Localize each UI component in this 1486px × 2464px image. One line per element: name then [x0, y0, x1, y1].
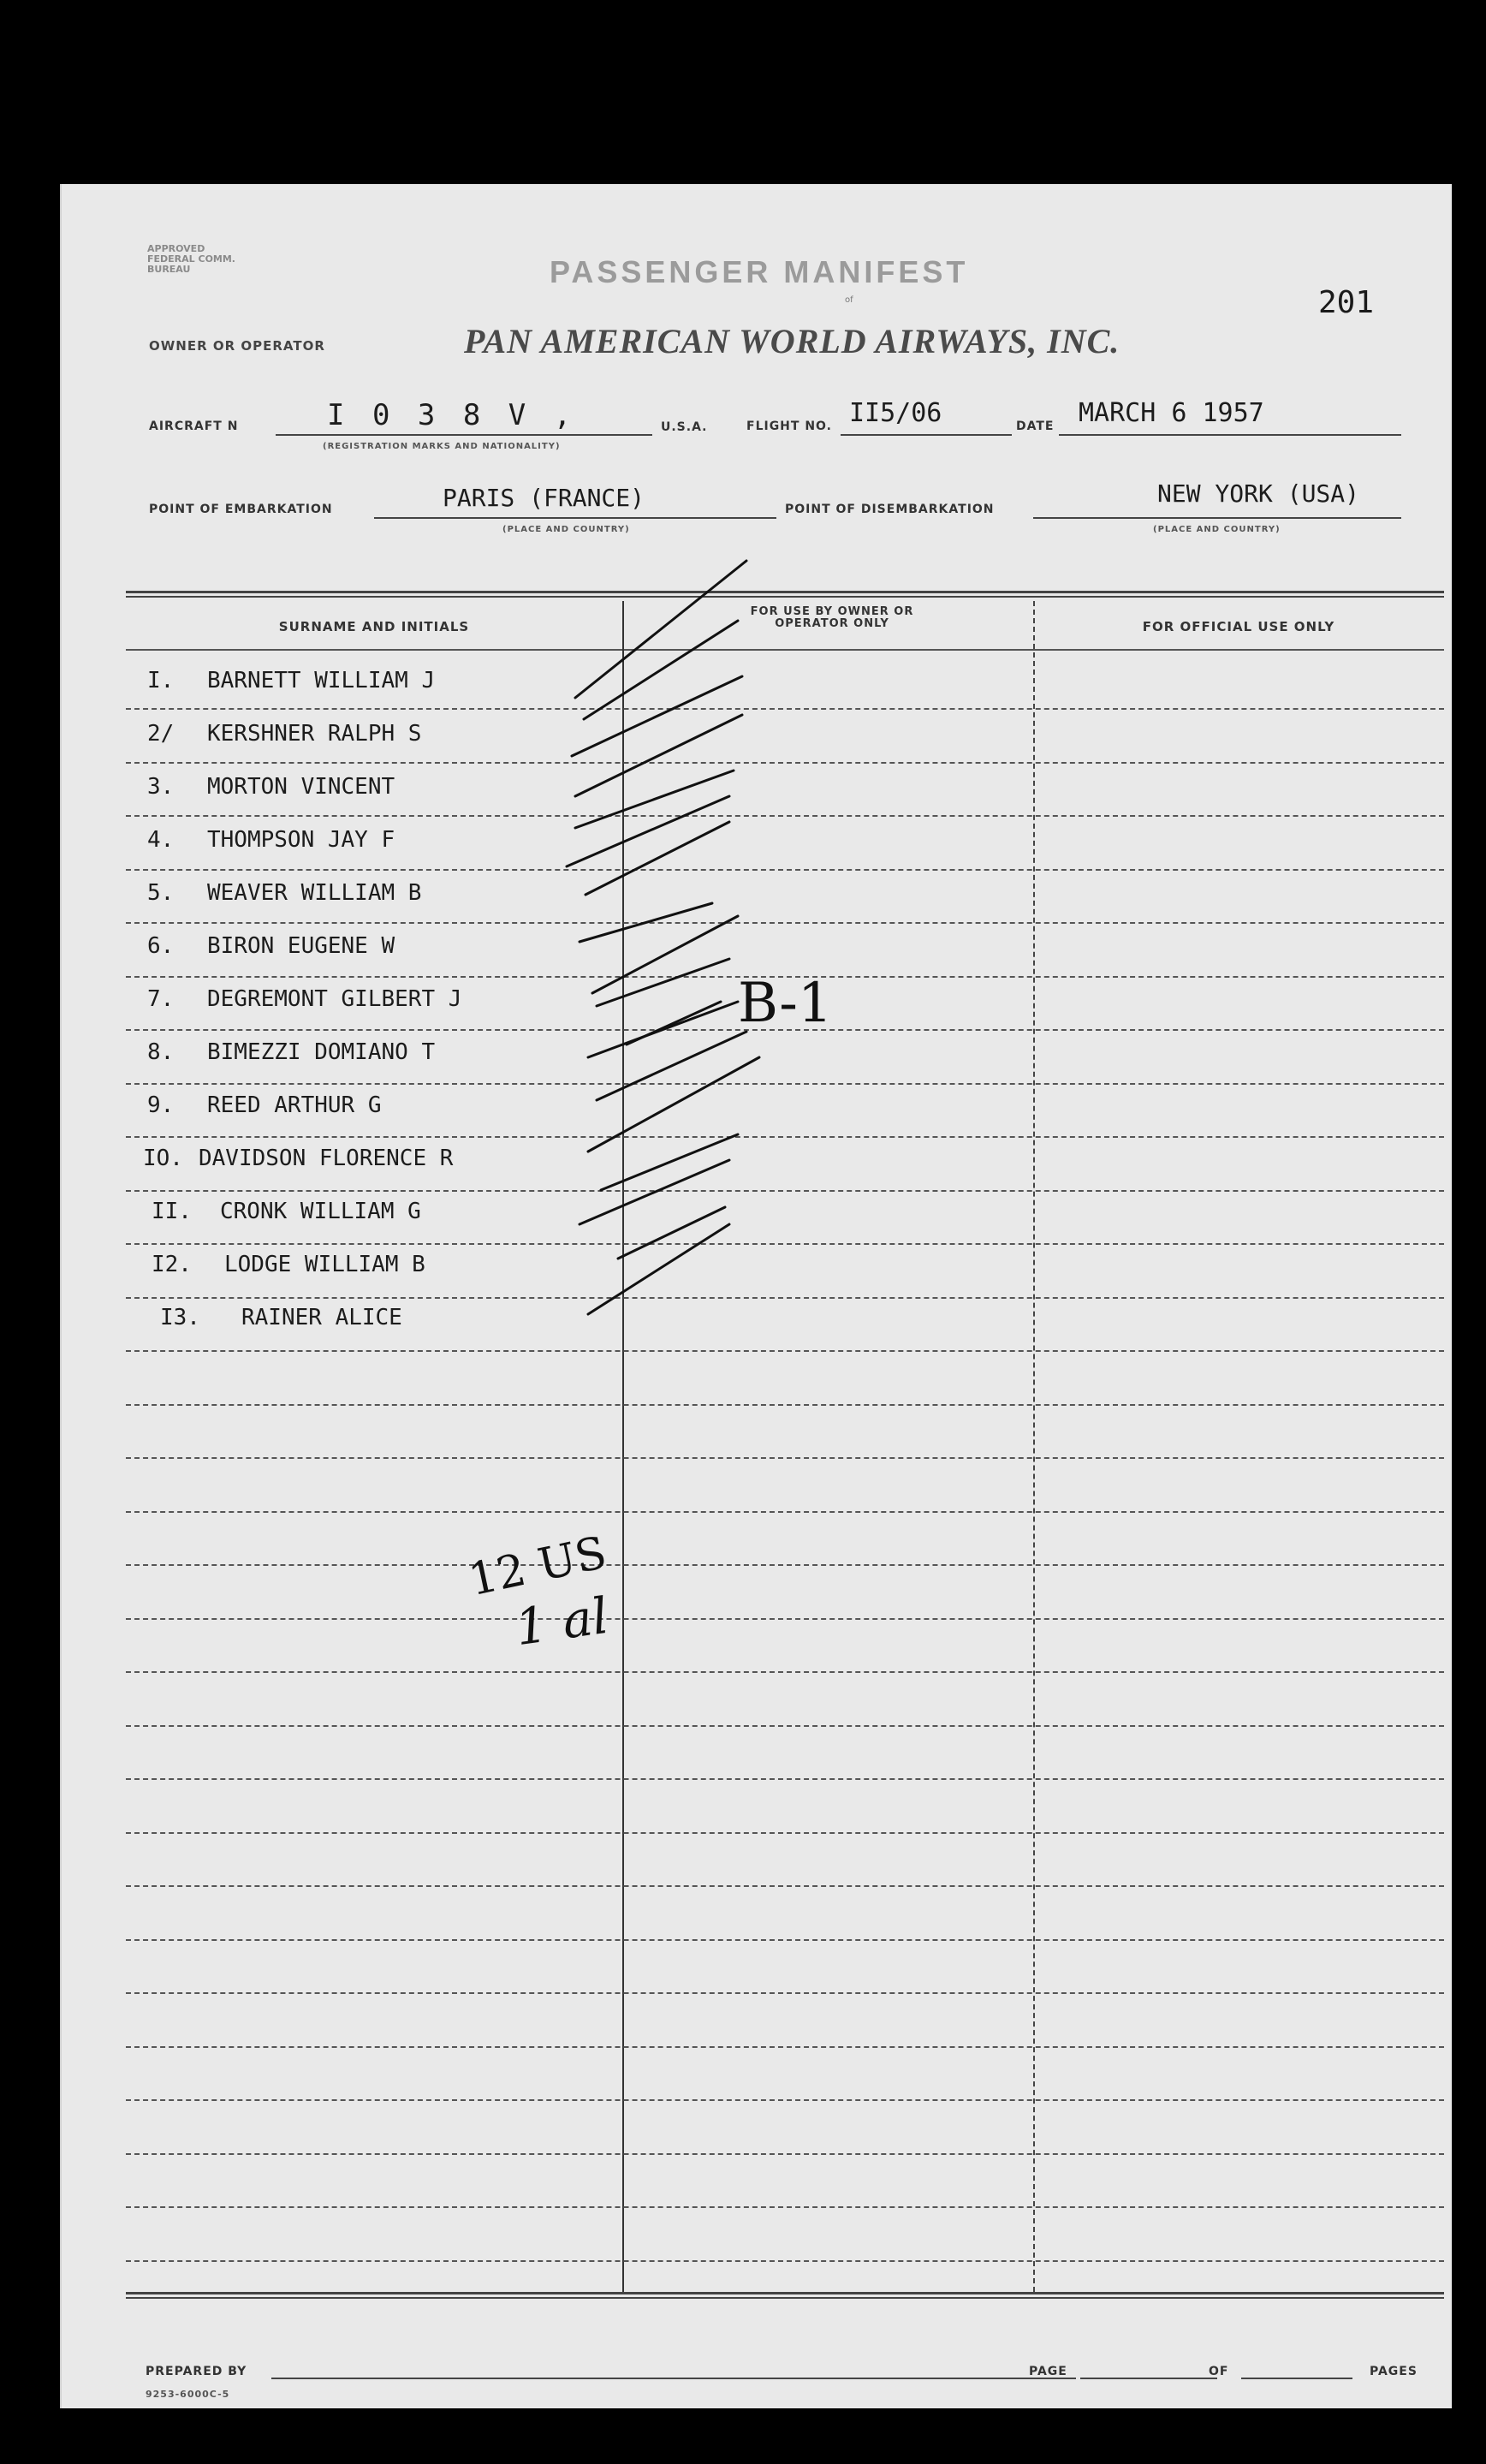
of-line: [1241, 2378, 1352, 2379]
title-small-mark: of: [845, 295, 853, 305]
disembark-label: POINT OF DISEMBARKATION: [785, 503, 995, 516]
check-mark: [601, 1134, 738, 1190]
passenger-number: I.: [147, 668, 175, 693]
check-mark: [597, 959, 729, 1006]
check-mark: [618, 1207, 725, 1259]
passenger-name: DEGREMONT GILBERT J: [207, 986, 462, 1012]
passenger-number: I2.: [152, 1252, 192, 1277]
check-mark: [572, 676, 742, 756]
passenger-name: THOMPSON JAY F: [207, 827, 395, 853]
tally-annotation-1: 12 US: [464, 1527, 611, 1607]
disembark-value: NEW YORK (USA): [1157, 479, 1360, 508]
page-label: PAGE: [1029, 2365, 1067, 2378]
passenger-number: 8.: [147, 1039, 175, 1065]
check-mark: [567, 796, 729, 866]
embark-note: (PLACE AND COUNTRY): [502, 525, 630, 534]
manifest-page: [60, 184, 1452, 2408]
nationality: U.S.A.: [661, 420, 708, 434]
passenger-name: WEAVER WILLIAM B: [207, 880, 422, 906]
passenger-name: DAVIDSON FLORENCE R: [199, 1146, 454, 1171]
passenger-number: 2/: [147, 721, 175, 747]
table-bottom-rule-2: [126, 2297, 1444, 2299]
check-mark: [597, 1032, 746, 1100]
owner-label: OWNER OR OPERATOR: [149, 338, 325, 354]
check-mark: [575, 771, 734, 828]
passenger-number: II.: [152, 1199, 192, 1224]
pages-label: PAGES: [1370, 2365, 1418, 2378]
of-label: OF: [1209, 2365, 1229, 2378]
col-header-official-use: FOR OFFICIAL USE ONLY: [1142, 619, 1335, 634]
airline-name: PAN AMERICAN WORLD AIRWAYS, INC.: [464, 322, 1120, 360]
passenger-number: 7.: [147, 986, 175, 1012]
passenger-number: IO.: [143, 1146, 183, 1171]
check-mark: [585, 822, 729, 895]
passenger-name: BIRON EUGENE W: [207, 933, 395, 959]
passenger-name: KERSHNER RALPH S: [207, 721, 422, 747]
passenger-name: BARNETT WILLIAM J: [207, 668, 436, 693]
passenger-name: MORTON VINCENT: [207, 774, 395, 800]
passenger-name: LODGE WILLIAM B: [224, 1252, 425, 1277]
passenger-number: 6.: [147, 933, 175, 959]
embark-value: PARIS (FRANCE): [443, 484, 645, 512]
check-mark: [575, 561, 746, 698]
page-number: 201: [1318, 285, 1375, 320]
flight-value: II5/06: [849, 398, 942, 428]
passenger-name: CRONK WILLIAM G: [220, 1199, 421, 1224]
passenger-number: I3.: [160, 1305, 200, 1330]
passenger-name: BIMEZZI DOMIANO T: [207, 1039, 436, 1065]
check-mark: [580, 903, 712, 942]
tally-annotation-2: 1 al: [511, 1586, 612, 1658]
b1-annotation: B-1: [738, 972, 833, 1035]
check-mark: [575, 715, 742, 796]
check-mark: [584, 621, 738, 719]
prepared-by-label: PREPARED BY: [146, 2365, 247, 2378]
flight-label: FLIGHT NO.: [746, 420, 832, 433]
registration-note: (REGISTRATION MARKS AND NATIONALITY): [323, 442, 561, 451]
col-header-owner-use: FOR USE BY OWNER OR OPERATOR ONLY: [750, 605, 914, 630]
passenger-name: REED ARTHUR G: [207, 1092, 382, 1118]
disembark-note: (PLACE AND COUNTRY): [1153, 525, 1281, 534]
prepared-by-line: [271, 2378, 1076, 2379]
manifest-title: PASSENGER MANIFEST: [550, 254, 969, 289]
check-mark: [588, 1002, 738, 1057]
embark-label: POINT OF EMBARKATION: [149, 503, 333, 516]
date-value: MARCH 6 1957: [1079, 398, 1264, 428]
passenger-number: 3.: [147, 774, 175, 800]
passenger-number: 4.: [147, 827, 175, 853]
aircraft-value: I 0 3 8 V ,: [327, 398, 577, 432]
approved-line-1: APPROVED: [147, 243, 205, 254]
form-number: 9253-6000C-5: [146, 2389, 230, 2400]
passenger-number: 5.: [147, 880, 175, 906]
page-line: [1080, 2378, 1217, 2379]
passenger-number: 9.: [147, 1092, 175, 1118]
approved-line-2: FEDERAL COMM.: [147, 253, 235, 265]
aircraft-label: AIRCRAFT N: [149, 420, 239, 433]
col-header-surname: SURNAME AND INITIALS: [278, 619, 470, 634]
table-bottom-rule-1: [126, 2292, 1444, 2294]
approved-line-3: BUREAU: [147, 264, 191, 275]
passenger-name: RAINER ALICE: [241, 1305, 402, 1330]
handwritten-check-marks: [62, 184, 1452, 2408]
date-label: DATE: [1016, 420, 1055, 433]
